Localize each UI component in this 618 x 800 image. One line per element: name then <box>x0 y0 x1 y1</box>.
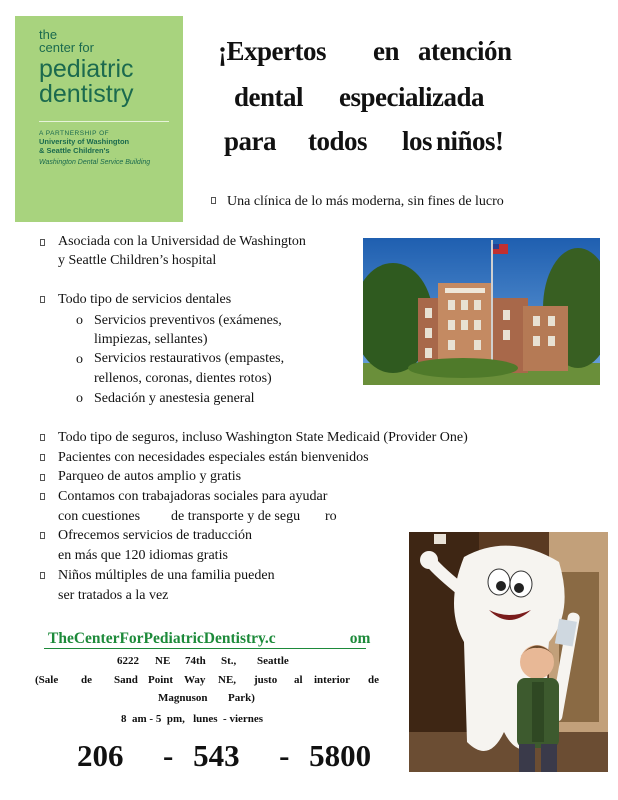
address-word: Sand <box>114 674 138 686</box>
clinic-logo <box>15 16 183 222</box>
sub-list-item-cont: rellenos, coronas, dientes rotos) <box>94 371 272 386</box>
address-word: interior <box>314 674 351 686</box>
logo-line-center-for: center for <box>39 40 94 55</box>
sub-bullet-icon: o <box>76 313 83 328</box>
bullet-box-icon <box>40 296 45 303</box>
address-word: (Sale <box>35 674 59 686</box>
sub-list-item: Sedación y anestesia general <box>94 391 255 406</box>
address-word: Way <box>184 674 206 686</box>
list-item: Todo tipo de servicios dentales <box>58 292 232 307</box>
website-underline <box>44 648 366 649</box>
address-word: Park) <box>228 692 255 704</box>
phone-number[interactable]: 206 - 543 - 5800 <box>77 738 372 773</box>
headline-word: atención <box>418 36 512 66</box>
logo-partner-seattle-childrens: & Seattle Children's <box>39 146 110 155</box>
sub-list-item: Servicios preventivos (exámenes, <box>94 313 282 328</box>
address-word: 6222 <box>117 655 139 667</box>
headline-word: los <box>402 126 433 156</box>
bullet-box-icon <box>211 197 216 204</box>
list-item-cont: ro <box>325 509 337 524</box>
address-word: al <box>294 674 303 686</box>
logo-partnership: A PARTNERSHIP OF <box>39 130 110 137</box>
list-item-cont: en más que 120 idiomas gratis <box>58 548 228 563</box>
website-text-b[interactable]: om <box>349 630 371 647</box>
list-item: Todo tipo de seguros, incluso Washington State Medicaid (Provider One) <box>58 430 468 445</box>
address-word: NE, <box>218 674 237 686</box>
bullet-box-icon <box>40 434 45 441</box>
logo-divider <box>39 121 169 122</box>
list-item-cont: y Seattle Children’s hospital <box>58 253 217 268</box>
bullet-box-icon <box>40 239 45 246</box>
sub-list-item-cont: limpiezas, sellantes) <box>94 332 208 347</box>
headline-word: en <box>373 36 399 66</box>
address-word: de <box>81 674 92 686</box>
logo-line-pediatric: pediatric <box>39 55 134 83</box>
list-item-cont: de transporte y de segu <box>171 509 301 524</box>
bullet-box-icon <box>40 532 45 539</box>
address-word: justo <box>254 674 278 686</box>
address-word: de <box>368 674 379 686</box>
logo-line-the: the <box>39 27 58 42</box>
list-item: Asociada con la Universidad de Washington <box>58 234 306 249</box>
headline-word: dental <box>234 82 304 112</box>
logo-partner-uw: University of Washington <box>39 137 130 146</box>
bullet-box-icon <box>40 493 45 500</box>
list-item: Ofrecemos servicios de traducción <box>58 528 252 543</box>
headline-word: para <box>224 126 276 156</box>
address-word: Point <box>148 674 174 686</box>
list-item: Parqueo de autos amplio y gratis <box>58 469 242 484</box>
list-item-cont: con cuestiones <box>58 509 141 524</box>
address-word: St., <box>221 655 237 667</box>
address-word: Seattle <box>257 655 289 667</box>
list-item-cont: ser tratados a la vez <box>58 588 169 603</box>
tagline: Una clínica de lo más moderna, sin fines de lucro <box>227 194 504 209</box>
bullet-box-icon <box>40 474 45 481</box>
office-hours: 8 am - 5 pm, lunes - viernes <box>121 713 264 725</box>
logo-building: Washington Dental Service Building <box>39 159 151 166</box>
headline-word: ¡Expertos <box>218 36 326 66</box>
headline-word: especializada <box>339 82 484 112</box>
address-word: NE <box>155 655 171 667</box>
sub-bullet-icon: o <box>76 352 83 367</box>
list-item: Niños múltiples de una familia pueden <box>58 568 275 583</box>
tooth-mascot-photo <box>409 532 608 772</box>
sub-bullet-icon: o <box>76 391 83 406</box>
address-word: 74th <box>185 655 206 667</box>
list-item: Pacientes con necesidades especiales están bienvenidos <box>58 450 369 465</box>
sub-list-item: Servicios restaurativos (empastes, <box>94 351 285 366</box>
logo-line-dentistry: dentistry <box>39 80 134 108</box>
website-text-a[interactable]: TheCenterForPediatricDentistry.c <box>48 630 276 647</box>
address-word: Magnuson <box>158 692 208 704</box>
bullet-box-icon <box>40 454 45 461</box>
headline-word: niños! <box>436 126 504 156</box>
clinic-building-photo <box>363 238 600 385</box>
headline-word: todos <box>308 126 368 156</box>
bullet-box-icon <box>40 572 45 579</box>
list-item: Contamos con trabajadoras sociales para ayudar <box>58 489 328 504</box>
website-link[interactable] <box>48 630 370 648</box>
